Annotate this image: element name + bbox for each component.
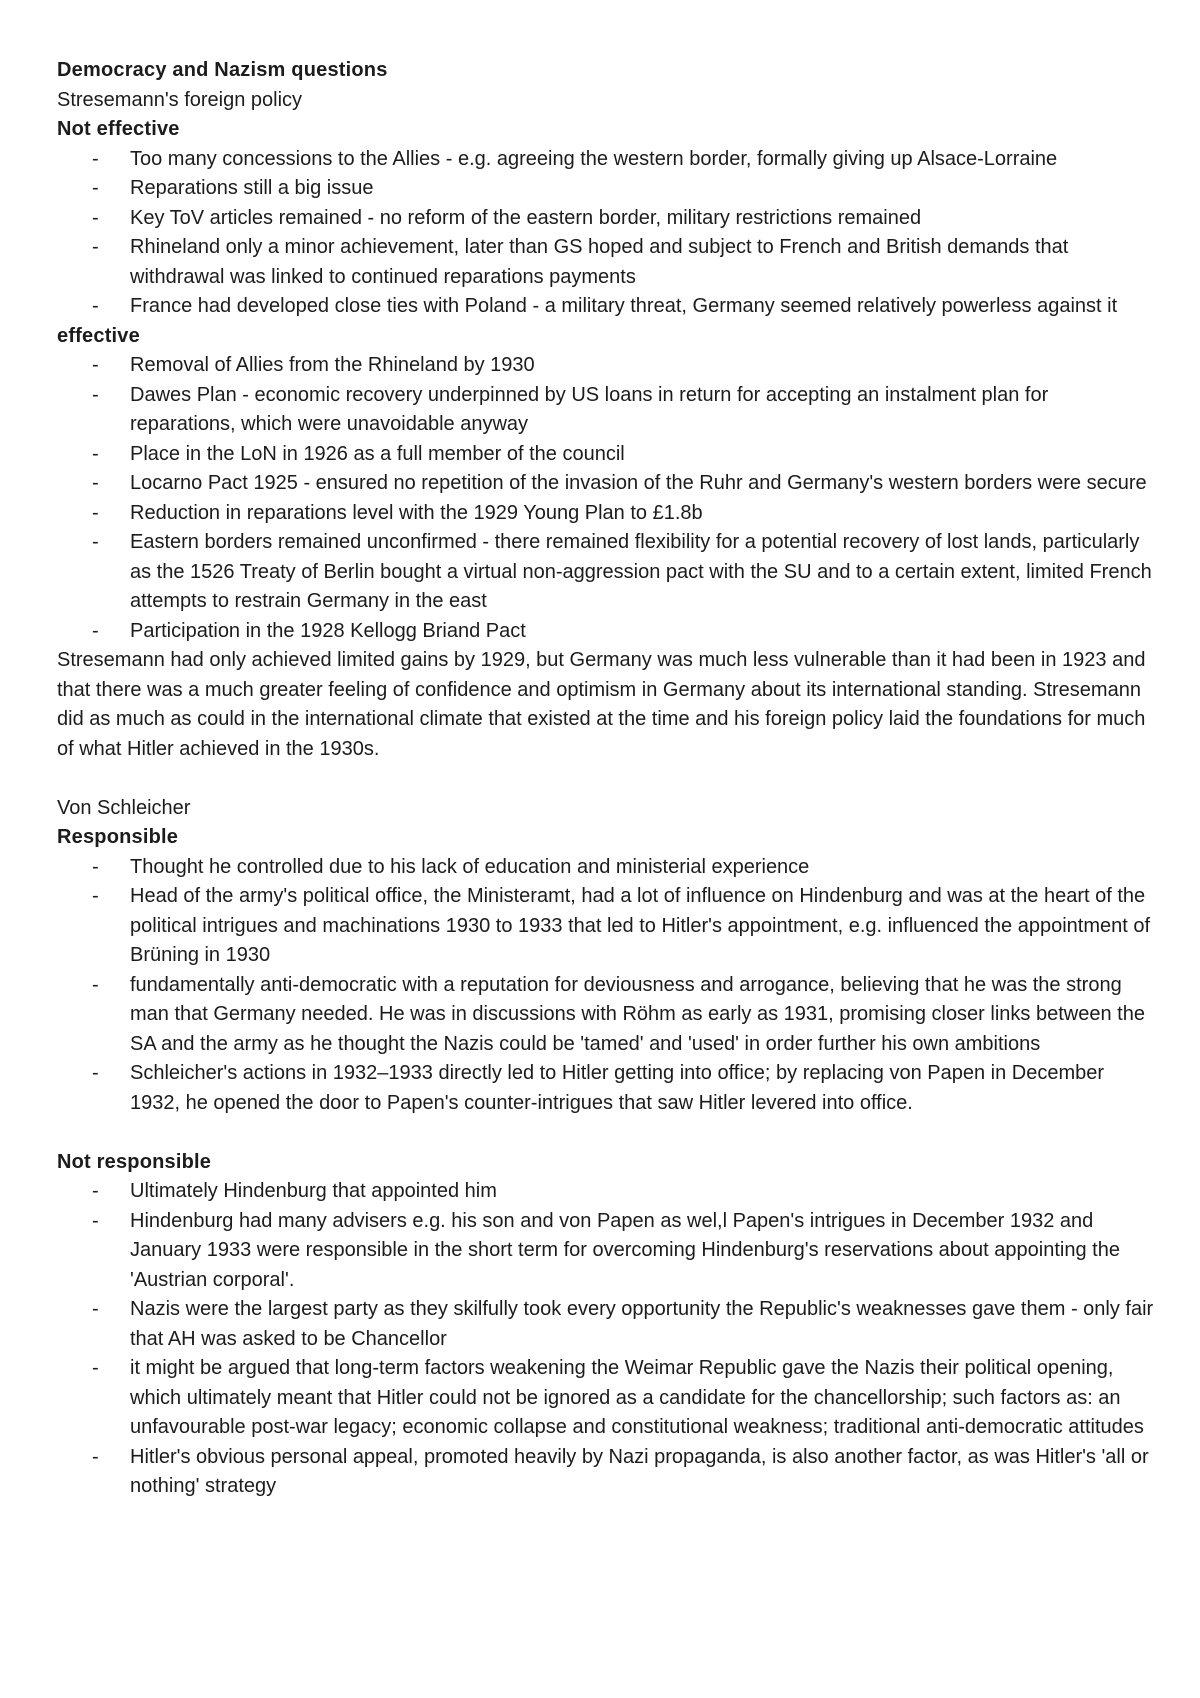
list-item: [57, 617, 1157, 647]
list-item: [57, 440, 1157, 470]
list-item: [57, 853, 1157, 883]
section-heading-schleicher: Von Schleicher: [57, 796, 191, 819]
list-item: [57, 145, 1157, 175]
dash-bullet-icon: -: [92, 472, 99, 494]
document-body: [57, 56, 1157, 1502]
list-item: [57, 1177, 1157, 1207]
blank-line: [57, 1118, 1157, 1148]
dash-bullet-icon: -: [92, 295, 99, 317]
dash-bullet-icon: -: [92, 501, 99, 524]
list-item-text: France had developed close ties with Poland - a military threat, Germany seemed relatively powerless against it: [130, 295, 1118, 317]
list-item-text: Locarno Pact 1925 - ensured no repetition of the invasion of the Ruhr and Germany's western borders were secure: [130, 472, 1147, 494]
list-item: [57, 528, 1157, 617]
list-item: [57, 292, 1157, 322]
document-title: Democracy and Nazism questions: [57, 59, 388, 81]
bullet-list-responsible: [57, 853, 1157, 1119]
dash-bullet-icon: -: [92, 1062, 99, 1084]
bullet-list-not-effective: [57, 145, 1157, 322]
list-item: [57, 971, 1157, 1060]
list-item: [57, 1354, 1157, 1443]
dash-bullet-icon: -: [92, 1357, 99, 1379]
list-item-text: Ultimately Hindenburg that appointed him: [130, 1180, 497, 1202]
list-item-text: it might be argued that long-term factors weakening the Weimar Republic gave the Nazis their political opening, which ultimately meant that Hitler could not be ignored as a candidate for the chancellorship; such factors as: an unfavourable post-war legacy; economic collapse and constitutional weakness; traditional anti-democratic attitudes: [130, 1357, 1144, 1438]
dash-bullet-icon: -: [92, 442, 99, 465]
list-item-text: Reduction in reparations level with the 1929 Young Plan to £1.8b: [130, 501, 703, 524]
list-item-text: Thought he controlled due to his lack of education and ministerial experience: [130, 855, 810, 878]
list-item: [57, 499, 1157, 529]
dash-bullet-icon: -: [92, 885, 99, 907]
list-item: [57, 233, 1157, 292]
list-item: [57, 1207, 1157, 1296]
list-item-text: Rhineland only a minor achievement, later than GS hoped and subject to French and British demands that withdrawal was linked to continued reparations payments: [130, 236, 1069, 288]
list-item-text: Key ToV articles remained - no reform of the eastern border, military restrictions remained: [130, 206, 922, 229]
dash-bullet-icon: -: [92, 973, 99, 996]
list-item: [57, 381, 1157, 440]
group-label-not-effective: Not effective: [57, 118, 180, 140]
blank-line: [57, 764, 1157, 794]
conclusion-paragraph: Stresemann had only achieved limited gains by 1929, but Germany was much less vulnerable than it had been in 1923 and that there was a much greater feeling of confidence and optimism in Germany about its international standing. Stresemann did as much as could in the international climate that existed at the time and his foreign policy laid the foundations for much of what Hitler achieved in the 1930s.: [57, 649, 1146, 760]
dash-bullet-icon: -: [92, 383, 99, 406]
group-label-responsible: Responsible: [57, 826, 179, 848]
list-item-text: Schleicher's actions in 1932–1933 directly led to Hitler getting into office; by replacing von Papen in December 1932, he opened the door to Papen's counter-intrigues that saw Hitler levered into office.: [130, 1062, 1105, 1114]
list-item-text: Nazis were the largest party as they skilfully took every opportunity the Republic's weaknesses gave them - only fair that AH was asked to be Chancellor: [130, 1298, 1154, 1350]
dash-bullet-icon: -: [92, 1180, 99, 1202]
list-item-text: Dawes Plan - economic recovery underpinned by US loans in return for accepting an instalment plan for reparations, which were unavoidable anyway: [130, 383, 1049, 435]
group-label-not-responsible: Not responsible: [57, 1150, 212, 1173]
list-item: [57, 1059, 1157, 1118]
list-item-text: Too many concessions to the Allies - e.g. agreeing the western border, formally giving up Alsace-Lorraine: [130, 147, 1058, 170]
section-heading-stresemann: Stresemann's foreign policy: [57, 88, 303, 111]
dash-bullet-icon: -: [92, 619, 99, 642]
list-item: [57, 1443, 1157, 1502]
list-item: [57, 882, 1157, 971]
dash-bullet-icon: -: [92, 531, 99, 553]
list-item: [57, 174, 1157, 204]
list-item-text: Hindenburg had many advisers e.g. his son and von Papen as wel,l Papen's intrigues in December 1932 and January 1933 were responsible in the short term for overcoming Hindenburg's reservations about appointing the 'Austrian corporal'.: [130, 1209, 1120, 1291]
list-item-text: Reparations still a big issue: [130, 177, 374, 199]
dash-bullet-icon: -: [92, 855, 99, 878]
dash-bullet-icon: -: [92, 236, 99, 258]
list-item: [57, 469, 1157, 499]
list-item-text: Removal of Allies from the Rhineland by 1930: [130, 354, 535, 376]
dash-bullet-icon: -: [92, 147, 99, 170]
dash-bullet-icon: -: [92, 177, 99, 199]
list-item-text: Head of the army's political office, the Ministeramt, had a lot of influence on Hindenburg and was at the heart of the political intrigues and machinations 1930 to 1933 that led to Hitler's appointment, e.g. influenced the appointment of Brüning in 1930: [130, 885, 1151, 966]
dash-bullet-icon: -: [92, 1445, 99, 1468]
bullet-list-not-responsible: [57, 1177, 1157, 1502]
list-item-text: fundamentally anti-democratic with a reputation for deviousness and arrogance, believing that he was the strong man that Germany needed. He was in discussions with Röhm as early as 1931, promising closer links between the SA and the army as he thought the Nazis could be 'tamed' and 'used' in order further his own ambitions: [130, 973, 1145, 1055]
dash-bullet-icon: -: [92, 1298, 99, 1320]
dash-bullet-icon: -: [92, 206, 99, 229]
list-item: [57, 1295, 1157, 1354]
bullet-list-effective: [57, 351, 1157, 646]
list-item-text: Hitler's obvious personal appeal, promoted heavily by Nazi propaganda, is also another factor, as was Hitler's 'all or nothing' strategy: [130, 1445, 1149, 1497]
group-label-effective: effective: [57, 324, 140, 347]
list-item-text: Place in the LoN in 1926 as a full member of the council: [130, 442, 625, 465]
list-item-text: Participation in the 1928 Kellogg Briand Pact: [130, 619, 526, 642]
list-item-text: Eastern borders remained unconfirmed - there remained flexibility for a potential recovery of lost lands, particularly as the 1526 Treaty of Berlin bought a virtual non-aggression pact with the SU and to a certain extent, limited French attempts to restrain Germany in the east: [130, 531, 1152, 612]
dash-bullet-icon: -: [92, 1209, 99, 1232]
dash-bullet-icon: -: [92, 354, 99, 376]
list-item: [57, 204, 1157, 234]
list-item: [57, 351, 1157, 381]
